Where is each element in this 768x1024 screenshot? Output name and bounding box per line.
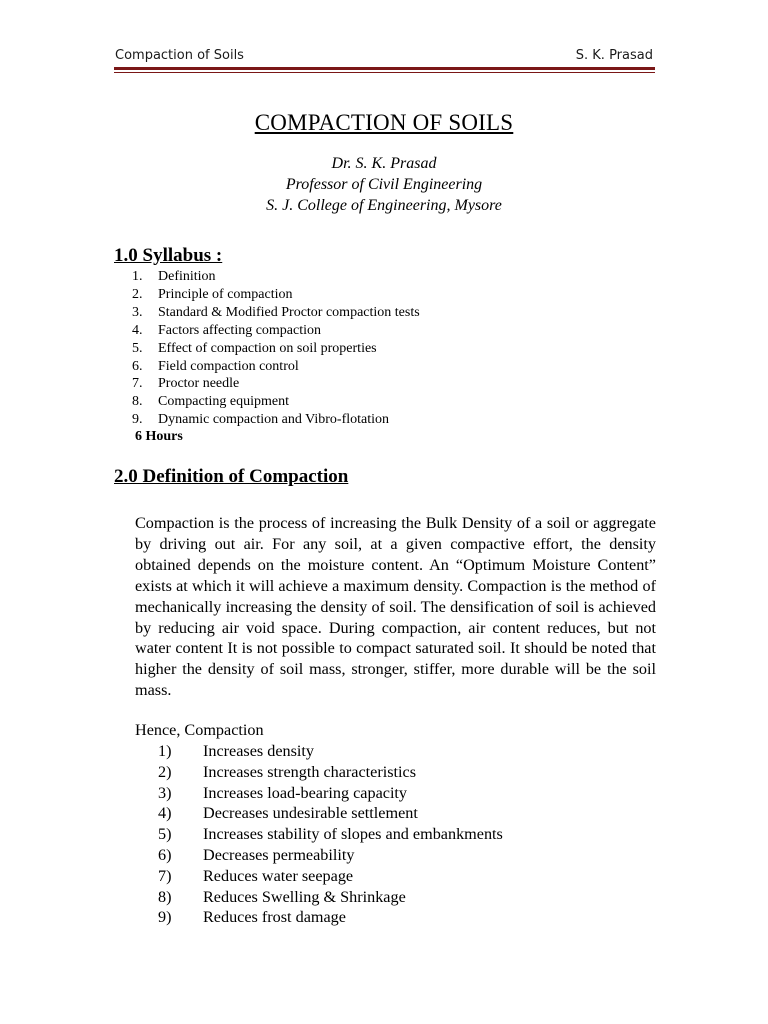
- syllabus-item-number: 9.: [132, 412, 143, 428]
- benefit-item-number: 8): [158, 887, 172, 906]
- benefit-item: [135, 783, 503, 804]
- syllabus-item: [114, 286, 420, 304]
- syllabus-item-number: 5.: [132, 340, 143, 356]
- syllabus-item: [114, 340, 420, 358]
- syllabus-hours: 6 Hours: [135, 429, 183, 444]
- syllabus-item-number: 7.: [132, 376, 143, 392]
- benefit-item-text: Increases load-bearing capacity: [203, 783, 408, 802]
- benefit-item-text: Increases strength characteristics: [203, 762, 417, 781]
- syllabus-item-number: 3.: [132, 304, 143, 320]
- benefit-item-text: Reduces water seepage: [203, 866, 354, 885]
- benefit-item-text: Decreases undesirable settlement: [203, 804, 418, 823]
- benefit-item-number: 3): [158, 783, 172, 802]
- syllabus-item-text: Field compaction control: [158, 358, 299, 374]
- author-name: Dr. S. K. Prasad: [331, 155, 437, 172]
- syllabus-item: [114, 322, 420, 340]
- benefit-item: [135, 845, 503, 866]
- document-title: COMPACTION OF SOILS: [254, 110, 514, 136]
- benefit-item-text: Reduces frost damage: [203, 908, 346, 927]
- author-block: [0, 153, 768, 216]
- syllabus-item-number: 4.: [132, 322, 143, 338]
- syllabus-item: [114, 375, 420, 393]
- definition-heading: 2.0 Definition of Compaction: [114, 466, 349, 487]
- hence-compaction-label: Hence, Compaction: [135, 721, 264, 739]
- benefit-item-number: 1): [158, 742, 172, 760]
- syllabus-item: [114, 358, 420, 376]
- definition-paragraph: Compaction is the process of increasing the Bulk Density of a soil or aggregate by driving out air. For any soil, at a given compactive effort, the density obtained depends on the moisture content. An “Optimum Moisture Content” exists at which it will achieve a maximum density. Compaction is the method of mechanically increasing the density of soil. The densification of soil is achieved by reducing air void space. During compaction, air content reduces, but not water content It is not possible to compact saturated soil. It should be noted that higher the density of soil mass, stronger, stiffer, more durable will be the soil mass.: [135, 514, 656, 700]
- benefit-item-text: Increases density: [203, 742, 315, 760]
- benefits-list: [135, 741, 503, 928]
- syllabus-list: [114, 268, 420, 429]
- benefit-item: [135, 887, 503, 908]
- syllabus-item: [114, 393, 420, 411]
- benefit-item-number: 6): [158, 845, 172, 864]
- benefit-item: [135, 741, 503, 762]
- author-affiliation: S. J. College of Engineering, Mysore: [266, 197, 502, 214]
- syllabus-item-text: Principle of compaction: [158, 286, 293, 302]
- syllabus-item-text: Effect of compaction on soil properties: [158, 340, 377, 356]
- benefit-item: [135, 866, 503, 887]
- benefit-item-number: 9): [158, 908, 172, 927]
- header-rule-thick: [114, 67, 655, 70]
- syllabus-item: [114, 411, 420, 429]
- syllabus-item-text: Standard & Modified Proctor compaction tests: [158, 304, 420, 320]
- syllabus-item-text: Factors affecting compaction: [158, 322, 322, 338]
- syllabus-item: [114, 268, 420, 286]
- syllabus-heading: 1.0 Syllabus :: [114, 245, 223, 266]
- benefit-item-number: 2): [158, 762, 172, 781]
- header-rule-thin: [114, 72, 655, 73]
- header-left-text: Compaction of Soils: [115, 48, 244, 63]
- author-position: Professor of Civil Engineering: [285, 176, 483, 193]
- benefit-item: [135, 824, 503, 845]
- benefit-item: [135, 762, 503, 783]
- benefit-item-text: Decreases permeability: [203, 845, 355, 864]
- header-right-text: S. K. Prasad: [575, 48, 653, 63]
- benefit-item: [135, 907, 503, 928]
- syllabus-item-text: Proctor needle: [158, 376, 240, 392]
- syllabus-item-text: Dynamic compaction and Vibro-flotation: [158, 412, 390, 428]
- benefit-item: [135, 803, 503, 824]
- benefit-item-number: 5): [158, 825, 172, 844]
- syllabus-item: [114, 304, 420, 322]
- benefit-item-number: 4): [158, 804, 172, 823]
- syllabus-item-number: 2.: [132, 286, 143, 302]
- benefit-item-text: Increases stability of slopes and embankments: [203, 825, 503, 844]
- benefit-item-number: 7): [158, 866, 172, 885]
- syllabus-item-text: Compacting equipment: [158, 394, 290, 410]
- benefit-item-text: Reduces Swelling & Shrinkage: [203, 887, 406, 906]
- syllabus-item-number: 6.: [132, 358, 143, 374]
- syllabus-item-number: 1.: [132, 269, 143, 284]
- syllabus-item-number: 8.: [132, 394, 143, 410]
- syllabus-item-text: Definition: [158, 269, 216, 284]
